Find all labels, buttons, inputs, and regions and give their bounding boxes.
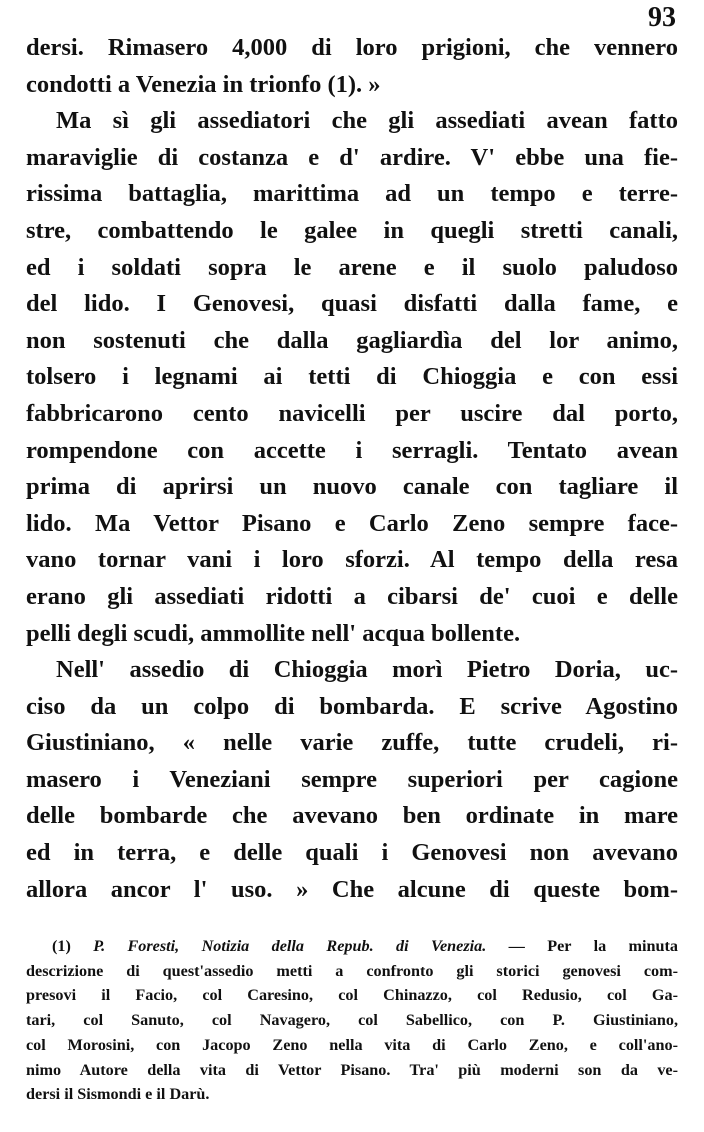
text-line: masero i Veneziani sempre superiori per cagione xyxy=(26,765,678,793)
footnote-line: descrizione di quest'assedio metti a confronto gli storici genovesi com- xyxy=(26,961,678,980)
text-line: erano gli assediati ridotti a cibarsi de' cuoi e delle xyxy=(26,582,678,610)
text-line: pelli degli scudi, ammollite nell' acqua bollente. xyxy=(26,619,521,647)
text-line: dersi. Rimasero 4,000 di loro prigioni, che vennero xyxy=(26,34,678,61)
text-line: delle bombarde che avevano ben ordinate in mare xyxy=(26,802,678,830)
text-line: ed in terra, e delle quali i Genovesi non avevano xyxy=(26,839,678,867)
text-line: tolsero i legnami ai tetti di Chioggia e con essi xyxy=(26,363,678,391)
page-number: 93 xyxy=(648,2,676,33)
text-line: ed i soldati sopra le arene e il suolo paludoso xyxy=(26,253,678,281)
text-line: stre, combattendo le galee in quegli stretti canali, xyxy=(26,216,678,244)
text-line: Giustiniano, « nelle varie zuffe, tutte crudeli, ri- xyxy=(26,729,678,757)
footnote-line: presovi il Facio, col Caresino, col Chinazzo, col Redusio, col Ga- xyxy=(26,986,678,1005)
text-line: fabbricarono cento navicelli per uscire dal porto, xyxy=(26,399,678,427)
text-line: condotti a Venezia in trionfo (1). » xyxy=(26,70,381,98)
text-line: maraviglie di costanza e d' ardire. V' ebbe una fie- xyxy=(26,143,678,171)
footnote-marker: (1) xyxy=(52,937,71,955)
text-line: allora ancor l' uso. » Che alcune di queste bom- xyxy=(26,875,678,903)
footnote xyxy=(26,934,678,1107)
footnote-first-line xyxy=(26,934,678,959)
text-line: non sostenuti che dalla gagliardìa del lor animo, xyxy=(26,326,678,354)
footnote-line: dersi il Sismondi e il Darù. xyxy=(26,1085,210,1104)
text-line: Ma sì gli assediatori che gli assediati avean fatto xyxy=(56,107,678,135)
footnote-line: tari, col Sanuto, col Navagero, col Sabellico, con P. Giustiniano, xyxy=(26,1011,678,1030)
footnote-author: P. Foresti, xyxy=(93,937,180,955)
footnote-line: nimo Autore della vita di Vettor Pisano. Tra' più moderni son da ve- xyxy=(26,1060,678,1079)
text-line: del lido. I Genovesi, quasi disfatti dalla fame, e xyxy=(26,290,678,318)
main-text xyxy=(26,30,678,908)
text-line: vano tornar vani i loro sforzi. Al tempo della resa xyxy=(26,546,678,574)
text-line: ciso da un colpo di bombarda. E scrive Agostino xyxy=(26,692,678,720)
text-line: lido. Ma Vettor Pisano e Carlo Zeno sempre face- xyxy=(26,509,678,537)
text-line: Nell' assedio di Chioggia morì Pietro Doria, uc- xyxy=(56,656,678,684)
footnote-title: Notizia della Repub. di Venezia. xyxy=(201,937,487,955)
text-line: rissima battaglia, marittima ad un tempo e terre- xyxy=(26,180,678,208)
footnote-line: col Morosini, con Jacopo Zeno nella vita di Carlo Zeno, e coll'ano- xyxy=(26,1035,678,1054)
footnote-first-line-rest: — Per la minuta xyxy=(508,937,679,955)
text-line: rompendone con accette i serragli. Tentato avean xyxy=(26,436,678,464)
text-line: prima di aprirsi un nuovo canale con tagliare il xyxy=(26,473,678,501)
